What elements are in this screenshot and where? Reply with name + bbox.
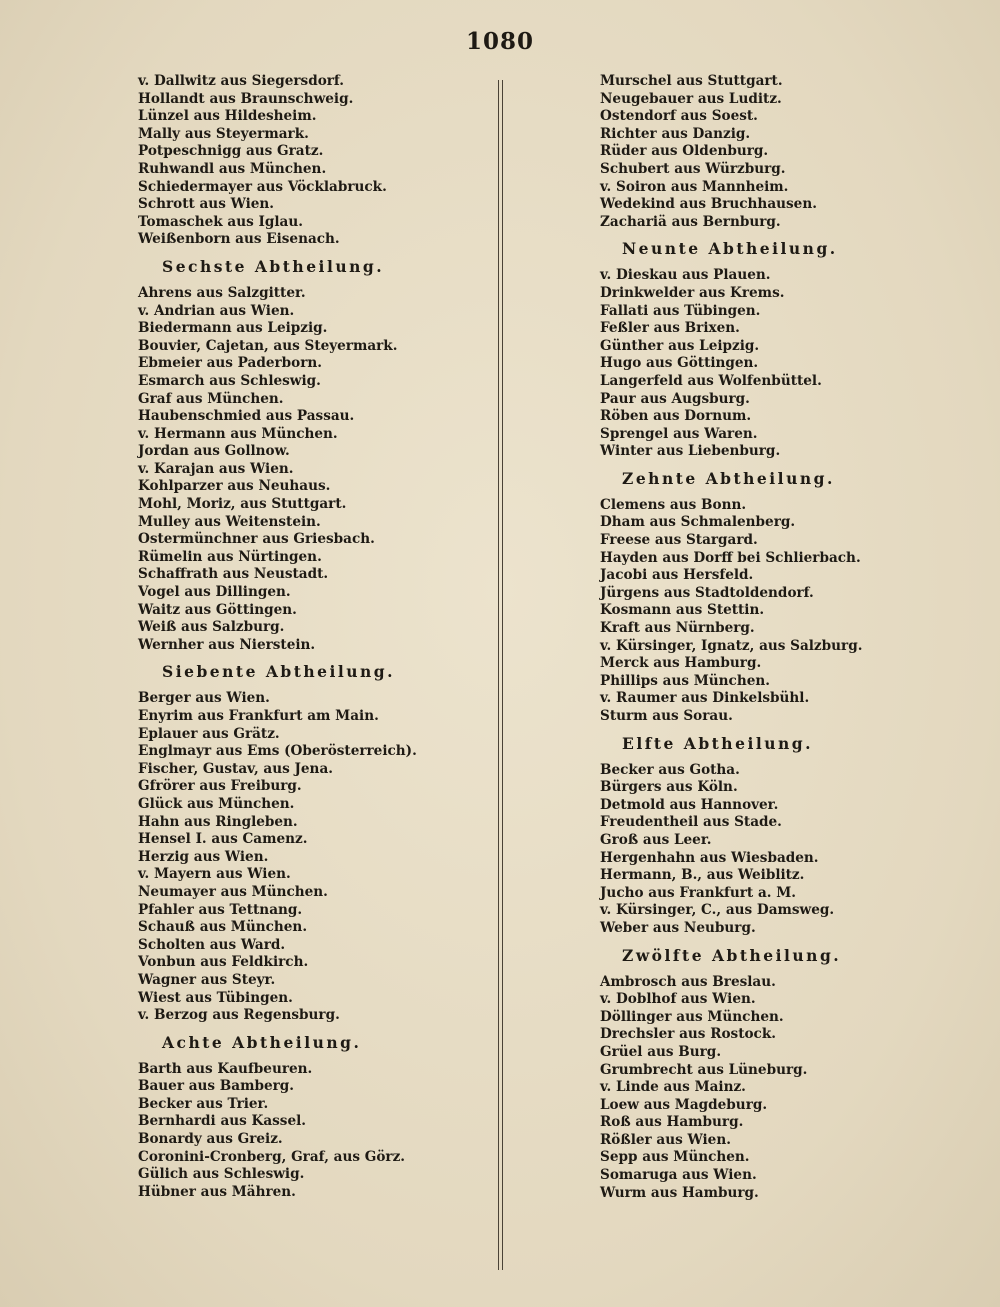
- member-entry: Hermann, B., aus Weiblitz.: [600, 867, 805, 884]
- member-entry: Glück aus München.: [138, 795, 295, 812]
- page-number: 1080: [465, 28, 534, 55]
- member-entry: v. Linde aus Mainz.: [600, 1079, 746, 1096]
- member-entry: Rößler aus Wien.: [600, 1131, 731, 1148]
- member-entry: Phillips aus München.: [600, 672, 770, 689]
- section-heading: Zwölfte Abtheilung.: [622, 945, 842, 965]
- member-entry: Roß aus Hamburg.: [600, 1114, 744, 1131]
- member-entry: Coronini-Cronberg, Graf, aus Görz.: [138, 1148, 406, 1165]
- member-entry: Neumayer aus München.: [138, 883, 328, 900]
- member-entry: Hergenhahn aus Wiesbaden.: [600, 849, 819, 866]
- member-entry: Ahrens aus Salzgitter.: [138, 284, 306, 301]
- member-entry: Hahn aus Ringleben.: [138, 813, 298, 830]
- member-entry: Weber aus Neuburg.: [600, 919, 756, 936]
- member-entry: Sepp aus München.: [600, 1149, 750, 1166]
- member-entry: Jordan aus Gollnow.: [138, 443, 290, 460]
- member-entry: Feßler aus Brixen.: [600, 320, 740, 337]
- member-entry: Schiedermayer aus Vöcklabruck.: [138, 178, 387, 195]
- member-entry: Mohl, Moriz, aus Stuttgart.: [138, 496, 347, 513]
- member-entry: v. Soiron aus Mannheim.: [600, 178, 789, 195]
- section-heading: Neunte Abtheilung.: [622, 239, 838, 259]
- member-entry: Ruhwandl aus München.: [138, 160, 327, 177]
- member-entry: Bonardy aus Greiz.: [138, 1131, 283, 1148]
- member-entry: Potpeschnigg aus Gratz.: [138, 143, 324, 160]
- member-entry: Drinkwelder aus Krems.: [600, 284, 785, 301]
- member-entry: Mally aus Steyermark.: [138, 125, 309, 142]
- member-entry: v. Doblhof aus Wien.: [600, 991, 756, 1008]
- member-entry: v. Dallwitz aus Siegersdorf.: [138, 73, 345, 89]
- member-entry: Esmarch aus Schleswig.: [138, 372, 321, 389]
- member-entry: Eplauer aus Grätz.: [138, 725, 280, 742]
- member-entry: Winter aus Liebenburg.: [600, 443, 781, 460]
- member-entry: Lünzel aus Hildesheim.: [138, 108, 317, 125]
- member-entry: Schubert aus Würzburg.: [600, 160, 786, 177]
- member-entry: Freese aus Stargard.: [600, 532, 758, 549]
- member-entry: Bauer aus Bamberg.: [138, 1078, 295, 1095]
- member-entry: Pfahler aus Tettnang.: [138, 901, 303, 918]
- member-entry: Gülich aus Schleswig.: [138, 1166, 305, 1183]
- member-entry: Hübner aus Mähren.: [138, 1183, 296, 1200]
- member-entry: Wurm aus Hamburg.: [600, 1184, 759, 1201]
- member-entry: Murschel aus Stuttgart.: [600, 73, 783, 89]
- section-heading: Achte Abtheilung.: [162, 1032, 362, 1052]
- member-entry: Richter aus Danzig.: [600, 125, 751, 142]
- member-entry: Freudentheil aus Stade.: [600, 814, 782, 831]
- right-column: [600, 73, 1000, 1202]
- member-entry: Bouvier, Cajetan, aus Steyermark.: [138, 337, 398, 354]
- member-entry: v. Mayern aus Wien.: [138, 866, 291, 883]
- member-entry: Grüel aus Burg.: [600, 1043, 722, 1060]
- member-entry: Groß aus Leer.: [600, 831, 712, 848]
- member-entry: Ebmeier aus Paderborn.: [138, 355, 323, 372]
- member-entry: Weißenborn aus Eisenach.: [138, 231, 340, 248]
- member-entry: Schrott aus Wien.: [138, 196, 275, 213]
- member-entry: Wedekind aus Bruchhausen.: [600, 196, 817, 213]
- member-entry: Wernher aus Nierstein.: [138, 636, 316, 653]
- member-entry: Schaffrath aus Neustadt.: [138, 566, 329, 583]
- member-entry: v. Karajan aus Wien.: [138, 460, 294, 477]
- member-entry: Wagner aus Steyr.: [138, 971, 276, 988]
- member-entry: Jürgens aus Stadtoldendorf.: [600, 584, 814, 601]
- left-column: [138, 73, 538, 1201]
- member-entry: Gfrörer aus Freiburg.: [138, 778, 302, 795]
- member-entry: Scholten aus Ward.: [138, 936, 286, 953]
- member-entry: Döllinger aus München.: [600, 1008, 784, 1025]
- member-entry: Fischer, Gustav, aus Jena.: [138, 760, 333, 777]
- member-entry: Somaruga aus Wien.: [600, 1167, 757, 1184]
- member-entry: Waitz aus Göttingen.: [138, 601, 297, 618]
- member-entry: Hayden aus Dorff bei Schlierbach.: [600, 549, 861, 566]
- member-entry: Vonbun aus Feldkirch.: [138, 954, 309, 971]
- member-entry: Rümelin aus Nürtingen.: [138, 548, 322, 565]
- member-entry: Becker aus Trier.: [138, 1095, 269, 1112]
- member-entry: Kraft aus Nürnberg.: [600, 620, 755, 637]
- member-entry: Röben aus Dornum.: [600, 408, 752, 425]
- member-entry: Wiest aus Tübingen.: [138, 989, 293, 1006]
- member-entry: Drechsler aus Rostock.: [600, 1026, 776, 1043]
- member-entry: v. Dieskau aus Plauen.: [600, 267, 771, 284]
- member-entry: Enyrim aus Frankfurt am Main.: [138, 708, 379, 724]
- member-entry: Sturm aus Sorau.: [600, 708, 733, 724]
- member-entry: Zachariä aus Bernburg.: [600, 213, 781, 230]
- member-entry: Weiß aus Salzburg.: [138, 619, 285, 636]
- member-entry: Berger aus Wien.: [138, 690, 270, 707]
- member-entry: Detmold aus Hannover.: [600, 796, 779, 813]
- member-entry: Bürgers aus Köln.: [600, 779, 738, 796]
- section-heading: Siebente Abtheilung.: [162, 662, 396, 682]
- member-entry: v. Kürsinger, Ignatz, aus Salzburg.: [600, 637, 863, 654]
- member-entry: Merck aus Hamburg.: [600, 655, 762, 672]
- member-entry: Kosmann aus Stettin.: [600, 602, 765, 619]
- member-entry: Vogel aus Dillingen.: [138, 584, 291, 601]
- member-entry: Ostendorf aus Soest.: [600, 108, 758, 125]
- member-entry: Langerfeld aus Wolfenbüttel.: [600, 372, 822, 389]
- member-entry: Neugebauer aus Luditz.: [600, 90, 782, 107]
- member-entry: Ambrosch aus Breslau.: [600, 973, 776, 990]
- member-entry: Biedermann aus Leipzig.: [138, 320, 328, 337]
- member-entry: Bernhardi aus Kassel.: [138, 1113, 306, 1130]
- member-entry: Tomaschek aus Iglau.: [138, 213, 303, 230]
- member-entry: Grumbrecht aus Lüneburg.: [600, 1061, 808, 1078]
- member-entry: Graf aus München.: [138, 390, 284, 407]
- member-entry: v. Berzog aus Regensburg.: [138, 1007, 340, 1024]
- member-entry: Rüder aus Oldenburg.: [600, 143, 769, 160]
- section-heading: Sechste Abtheilung.: [162, 256, 385, 276]
- member-entry: Paur aus Augsburg.: [600, 390, 750, 407]
- member-entry: Mulley aus Weitenstein.: [138, 513, 321, 530]
- member-entry: Barth aus Kaufbeuren.: [138, 1060, 313, 1077]
- member-entry: v. Andrian aus Wien.: [138, 302, 295, 319]
- section-heading: Elfte Abtheilung.: [622, 733, 813, 753]
- member-entry: Ostermünchner aus Griesbach.: [138, 531, 375, 548]
- member-entry: Sprengel aus Waren.: [600, 425, 758, 442]
- member-entry: Fallati aus Tübingen.: [600, 302, 761, 319]
- member-entry: Kohlparzer aus Neuhaus.: [138, 478, 331, 495]
- member-entry: Clemens aus Bonn.: [600, 496, 747, 513]
- member-entry: v. Kürsinger, C., aus Damsweg.: [600, 902, 835, 919]
- member-entry: Hollandt aus Braunschweig.: [138, 90, 354, 107]
- member-entry: Jacobi aus Hersfeld.: [600, 567, 754, 584]
- member-entry: Herzig aus Wien.: [138, 848, 269, 865]
- member-entry: Loew aus Magdeburg.: [600, 1096, 768, 1113]
- member-entry: Becker aus Gotha.: [600, 761, 740, 778]
- member-entry: Günther aus Leipzig.: [600, 337, 760, 354]
- member-entry: Haubenschmied aus Passau.: [138, 408, 355, 425]
- member-entry: Englmayr aus Ems (Oberösterreich).: [138, 743, 417, 760]
- section-heading: Zehnte Abtheilung.: [622, 468, 835, 488]
- member-entry: Hugo aus Göttingen.: [600, 355, 759, 372]
- member-entry: v. Raumer aus Dinkelsbühl.: [600, 690, 810, 707]
- member-entry: v. Hermann aus München.: [138, 425, 338, 442]
- member-entry: Dham aus Schmalenberg.: [600, 514, 796, 531]
- member-entry: Hensel I. aus Camenz.: [138, 831, 308, 848]
- member-entry: Jucho aus Frankfurt a. M.: [600, 884, 796, 901]
- member-entry: Schauß aus München.: [138, 919, 308, 936]
